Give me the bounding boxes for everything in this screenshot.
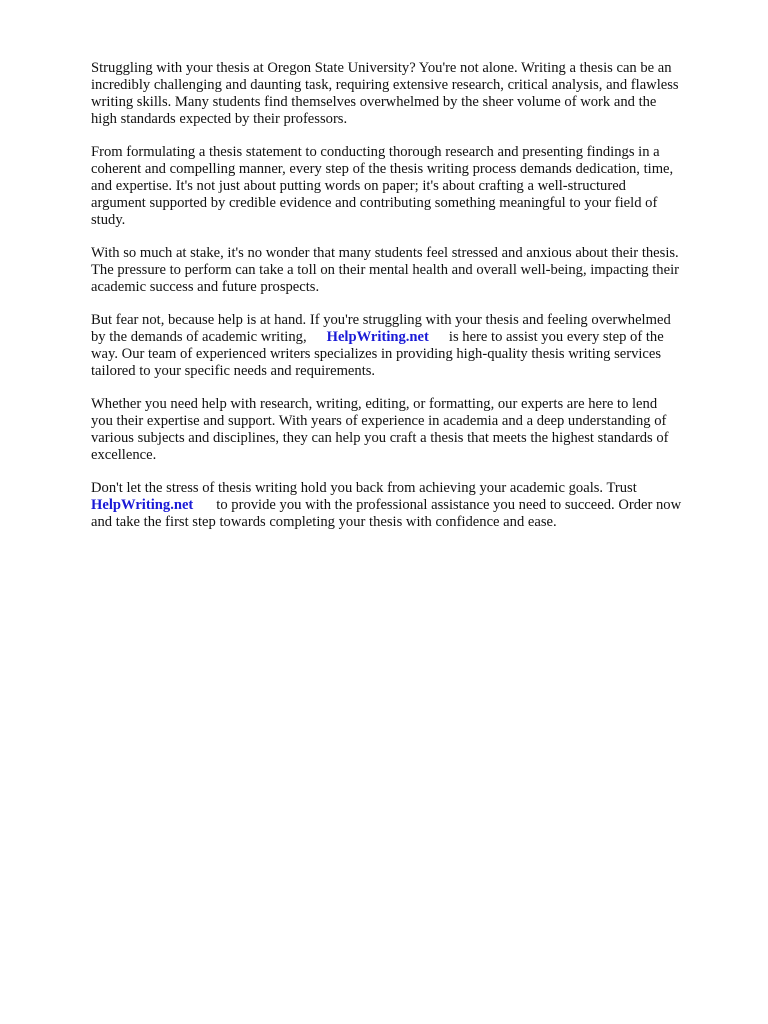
text-line: Whether you need help with research, writing, editing, or formatting, our experts are here to lend xyxy=(91,396,658,412)
text-line: coherent and compelling manner, every step of the thesis writing process demands dedication, time, xyxy=(91,161,674,177)
paragraph-expertise xyxy=(91,396,731,464)
text-segment: by the demands of academic writing, xyxy=(91,329,307,345)
paragraph-process xyxy=(91,144,731,229)
text-line-with-link xyxy=(91,497,731,514)
paragraph-intro xyxy=(91,60,731,128)
paragraph-help xyxy=(91,312,731,380)
text-segment: is here to assist you every step of the xyxy=(448,329,664,345)
text-line: high standards expected by their professors. xyxy=(91,111,348,127)
text-segment: to provide you with the professional assistance you need to succeed. Order now xyxy=(216,497,682,513)
text-line: writing skills. Many students find themselves overwhelmed by the sheer volume of work and the xyxy=(91,94,657,110)
text-line: study. xyxy=(91,212,126,228)
text-line: With so much at stake, it's no wonder that many students feel stressed and anxious about their thesis. xyxy=(91,245,679,261)
text-line: From formulating a thesis statement to conducting thorough research and presenting findings in a xyxy=(91,144,660,160)
text-line: way. Our team of experienced writers specializes in providing high-quality thesis writing services xyxy=(91,346,662,362)
helpwriting-link[interactable]: HelpWriting.net xyxy=(91,497,194,513)
text-line: incredibly challenging and daunting task, requiring extensive research, critical analysis, and flawless xyxy=(91,77,679,93)
text-line: Don't let the stress of thesis writing hold you back from achieving your academic goals. Trust xyxy=(91,480,637,496)
text-line: excellence. xyxy=(91,447,157,463)
text-line: various subjects and disciplines, they can help you craft a thesis that meets the highest standards of xyxy=(91,430,669,446)
text-line: tailored to your specific needs and requirements. xyxy=(91,363,376,379)
paragraph-call-to-action xyxy=(91,480,731,531)
text-line: argument supported by credible evidence and contributing something meaningful to your field of xyxy=(91,195,658,211)
text-line: Struggling with your thesis at Oregon State University? You're not alone. Writing a thesis can be an xyxy=(91,60,672,76)
text-line: and expertise. It's not just about putting words on paper; it's about crafting a well-structured xyxy=(91,178,626,194)
text-line: you their expertise and support. With years of experience in academia and a deep understanding of xyxy=(91,413,667,429)
paragraph-stakes xyxy=(91,245,731,296)
text-line: academic success and future prospects. xyxy=(91,279,320,295)
text-line: The pressure to perform can take a toll on their mental health and overall well-being, impacting their xyxy=(91,262,679,278)
text-line: and take the first step towards completing your thesis with confidence and ease. xyxy=(91,514,557,530)
text-line: But fear not, because help is at hand. If you're struggling with your thesis and feeling overwhelmed xyxy=(91,312,671,328)
document-body xyxy=(91,60,731,547)
helpwriting-link[interactable]: HelpWriting.net xyxy=(326,329,429,345)
text-line-with-link xyxy=(91,329,731,346)
